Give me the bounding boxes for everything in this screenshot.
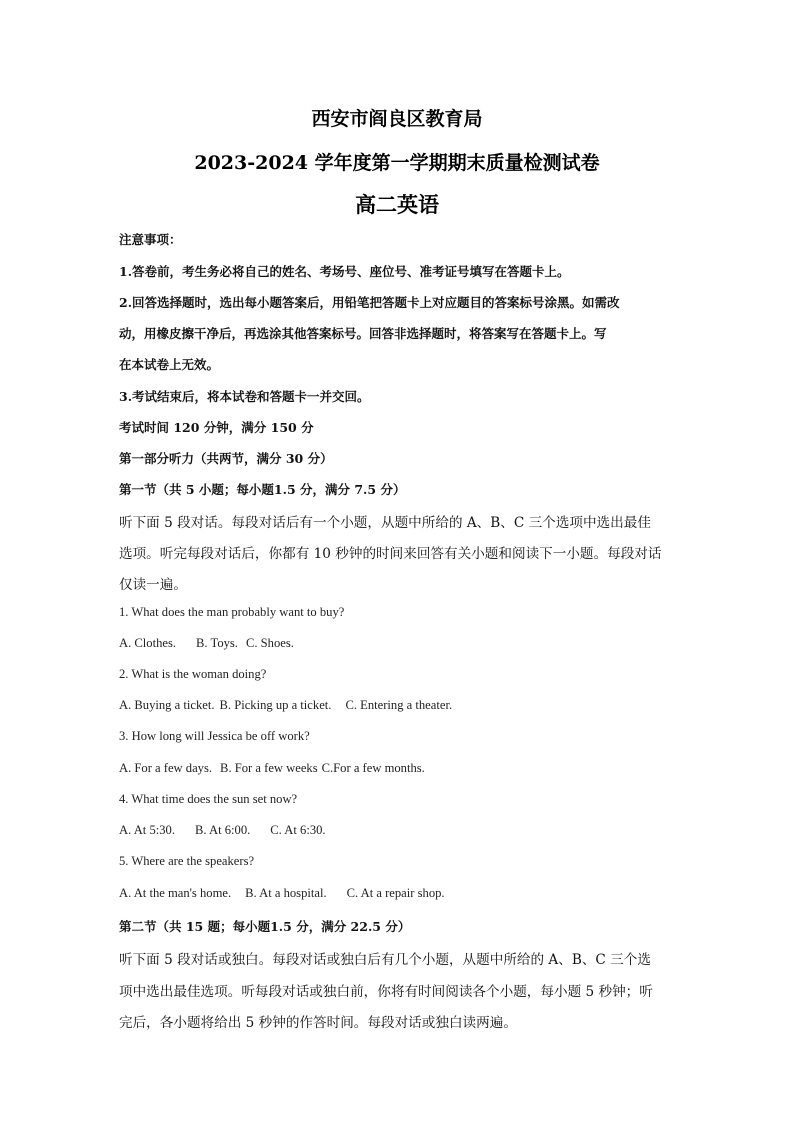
option-a: A. Clothes. <box>119 636 177 650</box>
question-2-options <box>119 698 452 713</box>
question-1: 1. What does the man probably want to buy? <box>119 605 345 619</box>
section1-title: 第一节（共 5 小题；每小题1.5 分，满分 7.5 分） <box>119 482 406 497</box>
question-5: 5. Where are the speakers? <box>119 854 255 868</box>
section1-instruction-line-2: 选项。听完每段对话后，你都有 10 秒钟的时间来回答有关小题和阅读下一小题。每段对话 <box>119 546 662 562</box>
option-b: B. At a hospital. <box>245 886 327 900</box>
option-a: A. Buying a ticket. <box>119 698 215 712</box>
part1-title: 第一部分听力（共两节，满分 30 分） <box>119 451 333 466</box>
option-b: B. At 6:00. <box>194 823 251 837</box>
notice-item-2-line-3: 在本试卷上无效。 <box>119 357 220 372</box>
question-4-options <box>119 823 326 838</box>
question-1-options <box>119 636 294 651</box>
question-3: 3. How long will Jessica be off work? <box>119 729 310 743</box>
notice-item-2-line-1: 2.回答选择题时，选出每小题答案后，用铅笔把答题卡上对应题目的答案标号涂黑。如需改 <box>119 295 620 310</box>
option-c: C. Entering a theater. <box>345 698 453 712</box>
option-a: A. For a few days. <box>119 761 213 775</box>
header-org: 西安市阎良区教育局 <box>311 108 483 130</box>
question-3-options <box>119 761 425 776</box>
notice-item-3: 3.考试结束后，将本试卷和答题卡一并交回。 <box>119 389 370 404</box>
section1-instruction-line-3: 仅读一遍。 <box>119 577 187 593</box>
option-a: A. At the man's home. <box>119 886 232 900</box>
option-c: C. Shoes. <box>245 636 294 650</box>
section1-instruction-line-1: 听下面 5 段对话。每段对话后有一个小题，从题中所给的 A、B、C 三个选项中选出最佳 <box>119 515 651 531</box>
option-c: C. At 6:30. <box>270 823 326 837</box>
question-2: 2. What is the woman doing? <box>119 667 267 681</box>
option-b: B. For a few weeks <box>220 761 318 775</box>
question-4: 4. What time does the sun set now? <box>119 792 298 806</box>
section2-instruction-line-3: 完后，各小题将给出 5 秒钟的作答时间。每段对话或独白读两遍。 <box>119 1015 517 1031</box>
notice-item-2-line-2: 动，用橡皮擦干净后，再选涂其他答案标号。回答非选择题时，将答案写在答题卡上。写 <box>119 326 607 341</box>
section2-instruction-line-2: 项中选出最佳选项。听每段对话或独白前，你将有时间阅读各个小题，每小题 5 秒钟；听 <box>119 984 653 1000</box>
notice-item-1: 1.答卷前，考生务必将自己的姓名、考场号、座位号、准考证号填写在答题卡上。 <box>119 264 570 279</box>
option-c: C.For a few months. <box>321 761 425 775</box>
exam-time-score: 考试时间 120 分钟，满分 150 分 <box>119 420 314 435</box>
option-b: B. Toys. <box>196 636 238 650</box>
option-b: B. Picking up a ticket. <box>219 698 332 712</box>
header-exam-title: 2023-2024 学年度第一学期期末质量检测试卷 <box>194 152 600 174</box>
section2-instruction-line-1: 听下面 5 段对话或独白。每段对话或独白后有几个小题，从题中所给的 A、B、C 三个选 <box>119 952 651 968</box>
option-c: C. At a repair shop. <box>346 886 445 900</box>
question-5-options <box>119 886 445 901</box>
notice-heading: 注意事项： <box>119 232 182 247</box>
option-a: A. At 5:30. <box>119 823 175 837</box>
header-subject: 高二英语 <box>355 192 439 217</box>
section2-title: 第二节（共 15 题；每小题1.5 分，满分 22.5 分） <box>119 919 411 934</box>
